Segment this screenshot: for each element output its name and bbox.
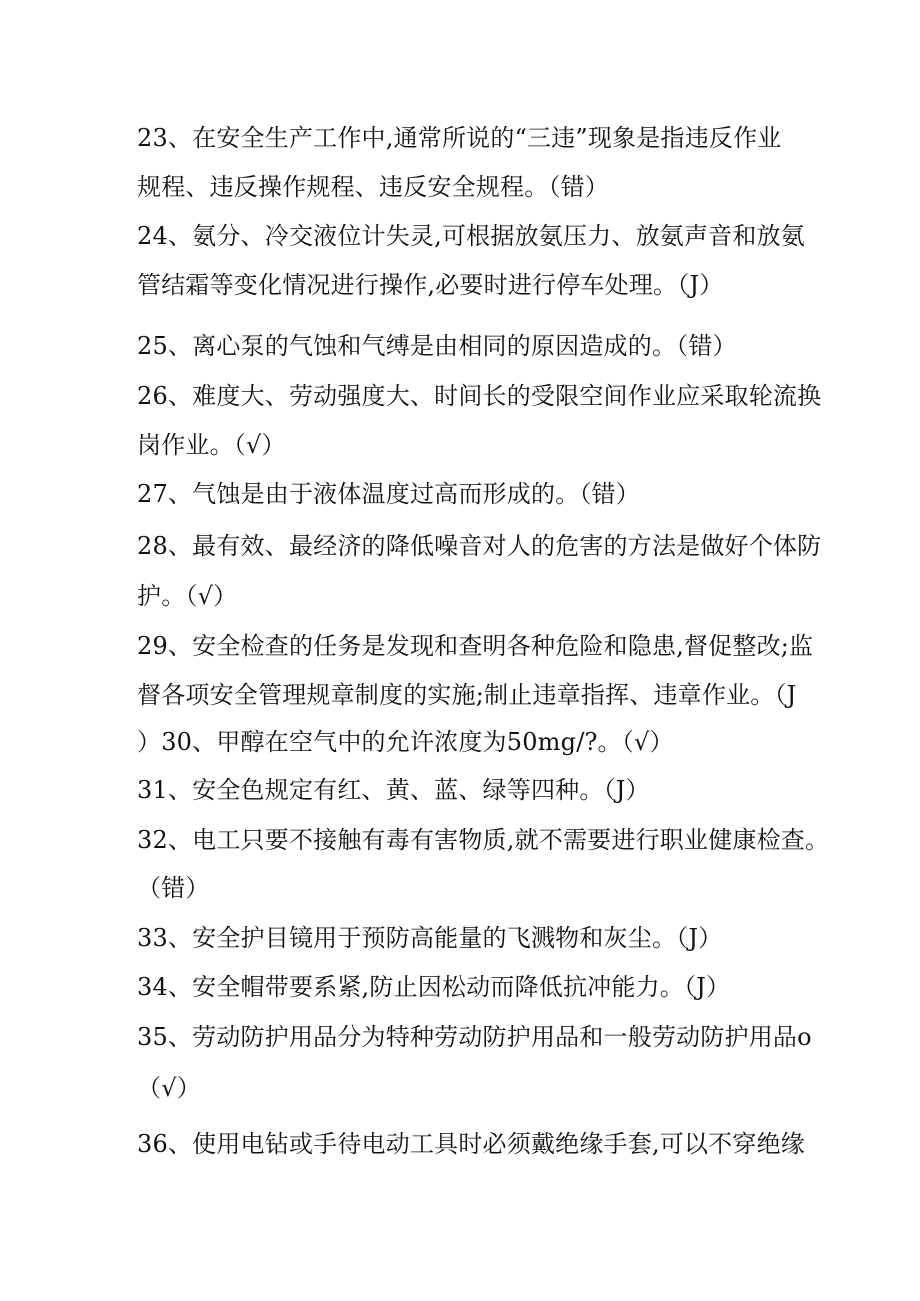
text-line: 25、离心泵的气蚀和气缚是由相同的原因造成的。（错）	[137, 332, 737, 360]
text-line: （错）	[137, 874, 210, 902]
text-line: 管结霜等变化情况进行操作,必要时进行停车处理。（J）	[137, 271, 724, 299]
text-line: 督各项安全管理规章制度的实施;制止违章指挥、违章作业。（J	[137, 681, 797, 709]
text-line: 规程、违反操作规程、违反安全规程。（错）	[137, 173, 609, 201]
text-line: 26、难度大、劳动强度大、时间长的受限空间作业应采取轮流换	[137, 382, 822, 410]
text-line: 27、气蚀是由于液体温度过高而形成的。（错）	[137, 480, 640, 508]
text-line: 34、安全帽带要系紧,防止因松动而降低抗冲能力。（J）	[137, 973, 731, 1001]
text-line: ）30、甲醇在空气中的允许浓度为50mg/?。（√）	[137, 728, 674, 756]
text-line: 29、安全检查的任务是发现和查明各种危险和隐患,督促整改;监	[137, 632, 814, 660]
text-line: 35、劳动防护用品分为特种劳动防护用品和一般劳动防护用品o	[137, 1023, 812, 1051]
text-line: 24、氨分、冷交液位计失灵,可根据放氨压力、放氨声音和放氨	[137, 222, 805, 250]
text-line: 岗作业。（√）	[137, 431, 286, 459]
text-line: 33、安全护目镜用于预防高能量的飞溅物和灰尘。（J）	[137, 924, 723, 952]
text-line: 36、使用电钻或手待电动工具时必须戴绝缘手套,可以不穿绝缘	[137, 1130, 805, 1158]
text-line: 28、最有效、最经济的降低噪音对人的危害的方法是做好个体防	[137, 532, 822, 560]
text-line: 护。（√）	[137, 582, 238, 610]
text-line: 31、安全色规定有红、黄、蓝、绿等四种。（J）	[137, 776, 650, 804]
text-line: （√）	[137, 1074, 201, 1102]
text-line: 23、在安全生产工作中,通常所说的“三违”现象是指违反作业	[137, 124, 782, 152]
text-line: 32、电工只要不接触有毒有害物质,就不需要进行职业健康检查。	[137, 826, 830, 854]
